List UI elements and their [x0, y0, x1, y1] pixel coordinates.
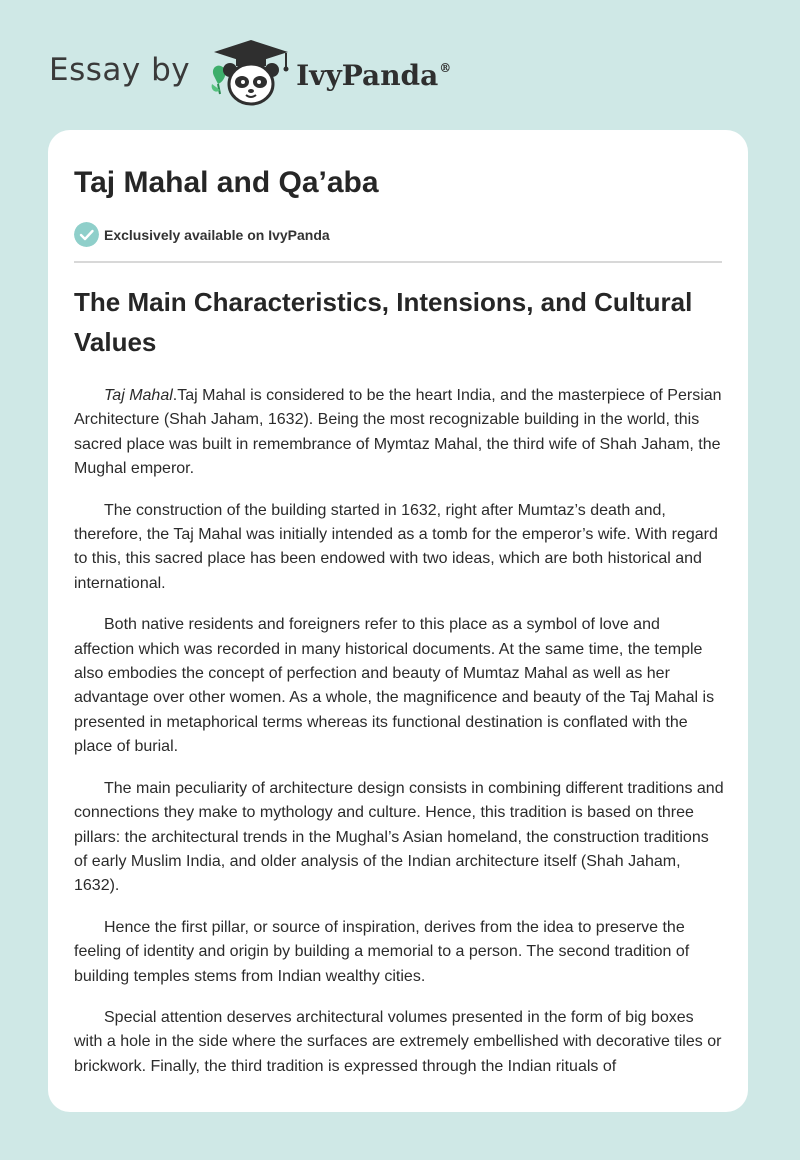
paragraph: Both native residents and foreigners refer to this place as a symbol of love and affection which was recorded in many historical documents. At the same time, the temple also embodies the concept of perfection and beauty of Mumtaz Mahal as well as her advantage over other women. As a whole, the magnificence and beauty of the Taj Mahal is presented in metaphorical terms whereas its functional destination is conflated with the place of burial.	[74, 616, 715, 756]
registered-mark: ®	[439, 60, 452, 75]
divider	[74, 261, 722, 263]
paragraph: The construction of the building started in 1632, right after Mumtaz’s death and, therefore, the Taj Mahal was initially intended as a tomb for the emperor’s wife. With regard to this, this sacred place has been endowed with two ideas, which are both historical and international.	[74, 501, 718, 592]
paragraph	[74, 384, 724, 482]
exclusive-badge	[74, 222, 330, 247]
site-header	[49, 38, 451, 108]
paragraph-lead: Taj Mahal	[104, 387, 173, 404]
paragraph: Special attention deserves architectural volumes presented in the form of big boxes with a hole in the side where the surfaces are extremely embellished with decorative tiles or brickwork. Finally, the third tradition is expressed through the Indian rituals of	[74, 1008, 722, 1075]
page-title: Taj Mahal and Qa’aba	[74, 166, 379, 199]
essay-by-label: Essay by	[49, 52, 191, 88]
brand-name[interactable]: IvyPanda®	[296, 58, 452, 92]
section-title: The Main Characteristics, Intensions, and Cultural Values	[74, 287, 693, 357]
badge-label: Exclusively available on IvyPanda	[104, 226, 330, 243]
paragraph-text: .Taj Mahal is considered to be the heart India, and the masterpiece of Persian Architecture (Shah Jaham, 1632). Being the most recognizable building in the world, this sacred place was built in remembrance of Mymtaz Mahal, the third wife of Shah Jaham, the Mughal emperor.	[74, 387, 722, 478]
panda-graduate-icon[interactable]	[208, 38, 294, 108]
paragraph: The main peculiarity of architecture design consists in combining different traditions and connections they make to mythology and culture. Hence, this tradition is based on three pillars: the architectural trends in the Mughal’s Asian homeland, the construction traditions of early Muslim India, and older analysis of the Indian architecture itself (Shah Jaham, 1632).	[74, 779, 724, 895]
essay-card	[48, 130, 748, 1112]
check-circle-icon	[74, 222, 99, 247]
paragraph: Hence the first pillar, or source of inspiration, derives from the idea to preserve the feeling of identity and origin by building a memorial to a person. The second tradition of building temples stems from Indian wealthy cities.	[74, 918, 690, 985]
essay-body	[74, 384, 724, 1096]
